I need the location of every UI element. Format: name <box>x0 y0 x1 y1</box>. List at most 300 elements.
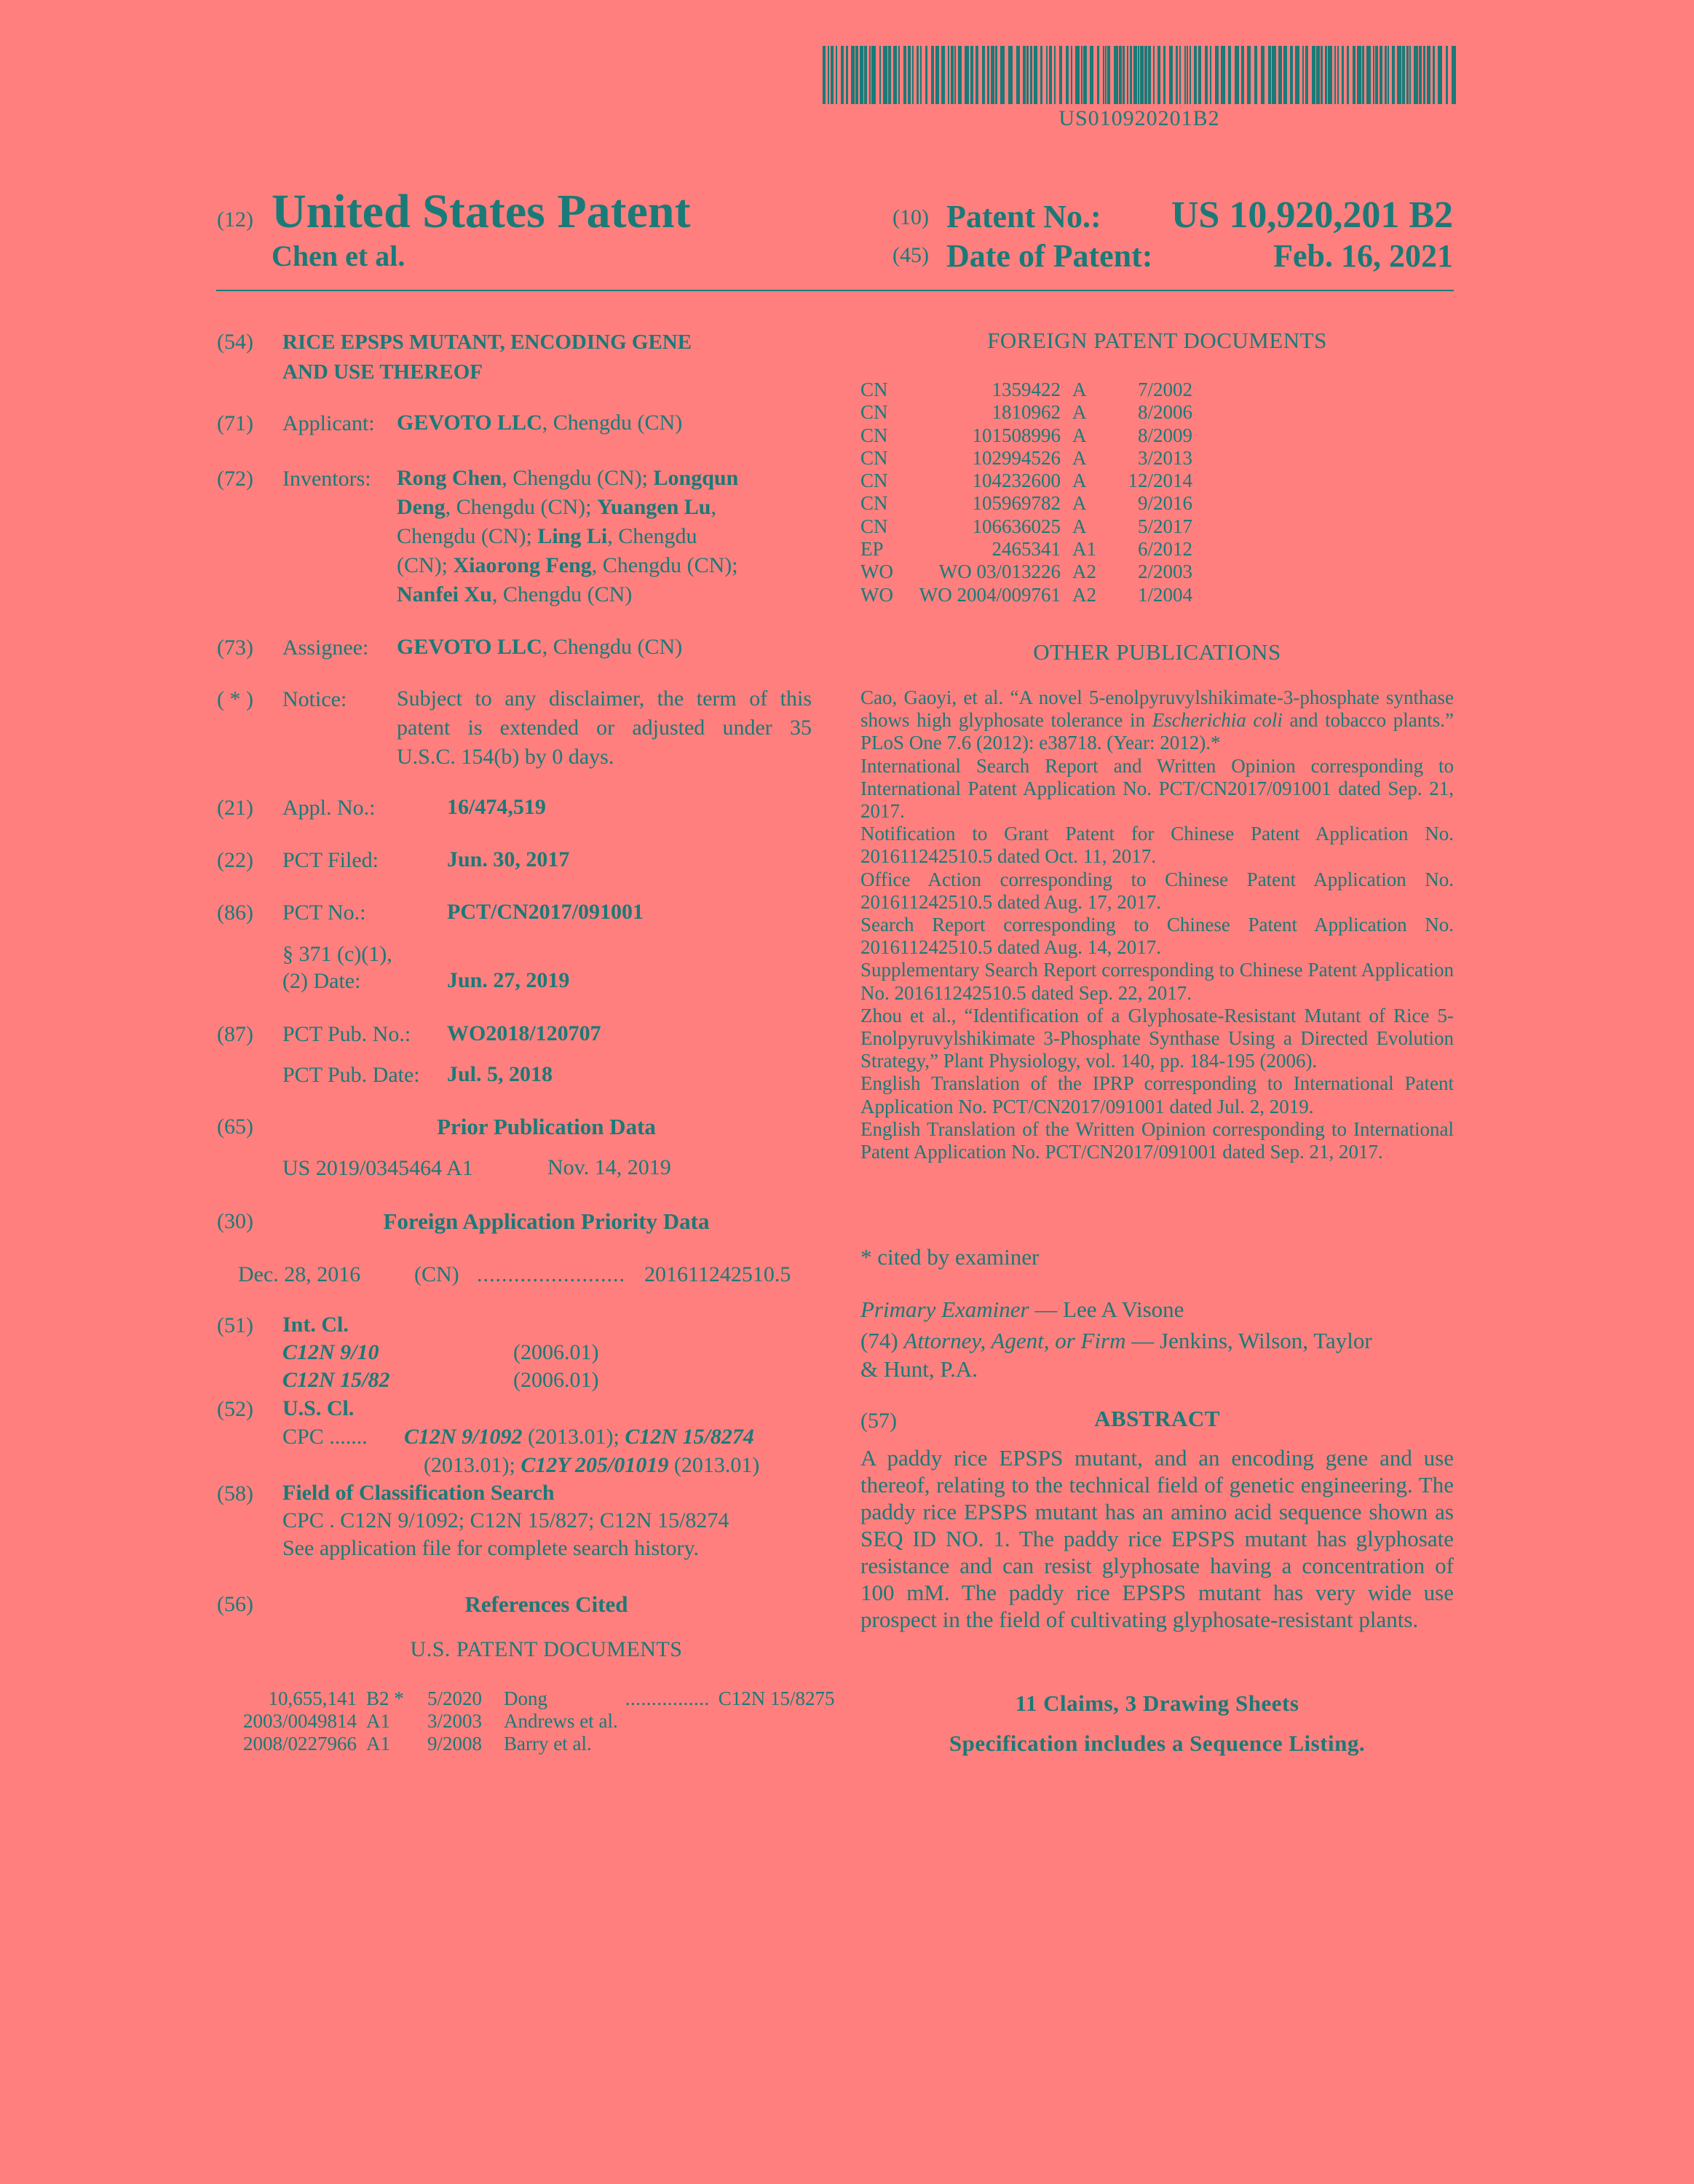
pct-no: PCT/CN2017/091001 <box>447 900 644 924</box>
publication-entry <box>860 687 1454 755</box>
barcode-bar <box>1169 46 1173 104</box>
reference-cell: EP <box>860 538 884 561</box>
barcode-bar <box>871 46 876 104</box>
barcode-bar <box>1388 46 1389 104</box>
barcode-bar <box>1066 46 1069 104</box>
barcode-bar <box>1153 46 1155 104</box>
barcode-bar <box>1083 46 1087 104</box>
barcode-bar <box>1138 46 1139 104</box>
barcode-bar <box>935 46 939 104</box>
reference-cell: A <box>1072 492 1087 515</box>
barcode-bar <box>1283 46 1287 104</box>
publication-entry: International Search Report and Written Opinion corresponding to International Patent Application No. PCT/CN2017/091001 dated Sep. 21, 2017. <box>860 754 1454 823</box>
barcode-bar <box>1144 46 1147 104</box>
date-of-patent: Feb. 16, 2021 <box>1273 238 1453 274</box>
field-search-heading: Field of Classification Search <box>282 1481 555 1505</box>
reference-cell: CN <box>860 401 888 424</box>
reference-cell: CN <box>860 492 888 515</box>
inventor-location: , <box>711 495 716 519</box>
inventor-location: (CN); <box>397 553 454 577</box>
reference-cell: B2 * <box>366 1688 404 1709</box>
field-code-87: (87) <box>217 1022 253 1046</box>
reference-cell: 9/2016 <box>1137 492 1192 515</box>
field-code-22: (22) <box>217 848 253 872</box>
barcode-bar <box>1198 46 1201 104</box>
reference-cell: 1/2004 <box>1137 583 1192 606</box>
inventors-line <box>397 493 812 522</box>
reference-cell: 3/2013 <box>1137 446 1192 469</box>
reference-cell: WO <box>860 561 893 583</box>
barcode-bar <box>1210 46 1211 104</box>
barcode-bar <box>1008 46 1013 104</box>
int-cl-version: (2006.01) <box>513 1340 599 1364</box>
barcode-bar <box>1337 46 1339 104</box>
section-371-date-label: (2) Date: <box>282 969 361 993</box>
us-cl-class: C12Y 205/01019 <box>521 1453 669 1477</box>
barcode-bar <box>991 46 994 104</box>
attorney-label: Attorney, Agent, or Firm <box>903 1328 1126 1353</box>
barcode-bar <box>841 46 844 104</box>
reference-cell: 5/2017 <box>1137 515 1192 537</box>
barcode-bar <box>1305 46 1308 104</box>
pct-no-label: PCT No.: <box>282 901 366 925</box>
barcode-bar <box>831 46 834 104</box>
field-search-cpc: CPC . C12N 9/1092; C12N 15/827; C12N 15/8274 <box>282 1508 729 1532</box>
publication-entry: Supplementary Search Report corresponding to Chinese Patent Application No. 201611242510.5 dated Sep. 22, 2017. <box>860 959 1454 1004</box>
int-cl-class: C12N 15/82 <box>282 1368 390 1392</box>
barcode-bar <box>888 46 891 104</box>
barcode-bar <box>965 46 969 104</box>
other-publications-list <box>860 687 1454 1163</box>
reference-cell: 10,655,141 <box>268 1688 357 1709</box>
barcode-bar <box>975 46 978 104</box>
barcode-bar <box>1163 46 1165 104</box>
barcode-bar <box>1375 46 1378 104</box>
barcode-bar <box>1054 46 1056 104</box>
field-code-86: (86) <box>217 901 253 925</box>
barcode-bar <box>1016 46 1020 104</box>
us-cl-line <box>424 1451 759 1480</box>
barcode-bar <box>908 46 911 104</box>
reference-cell: 9/2008 <box>427 1733 483 1754</box>
priority-number: 201611242510.5 <box>644 1262 791 1286</box>
barcode-bar <box>1446 46 1448 104</box>
us-cl-version: (2013.01); <box>424 1453 521 1477</box>
reference-cell <box>618 1710 710 1733</box>
barcode-bar <box>1268 46 1271 104</box>
barcode-bar <box>1342 46 1344 104</box>
publication-entry: Zhou et al., “Identification of a Glyphosate-Resistant Mutant of Rice 5-Enolpyruvylshikimate 3-Phosphate Synthase Using a Directed Evolution Strategy,” Plant Physiology, vol. 140, pp. 184-195 (2006). <box>860 1004 1454 1072</box>
patent-title <box>282 328 692 387</box>
attorney-name: — Jenkins, Wilson, Taylor <box>1125 1328 1372 1353</box>
barcode-bar <box>1373 46 1374 104</box>
foreign-reference-row <box>860 401 1192 424</box>
barcode-bar <box>1140 46 1144 104</box>
field-code-12: (12) <box>217 207 253 232</box>
inventor-name: Yuangen Lu <box>597 495 711 519</box>
barcode-bar <box>836 46 837 104</box>
appl-no: 16/474,519 <box>447 795 546 819</box>
barcode-bar <box>823 46 826 104</box>
barcode-bar <box>1362 46 1364 104</box>
us-reference-row <box>229 1710 834 1733</box>
barcode-number: US010920201B2 <box>1058 106 1220 130</box>
priority-date: Dec. 28, 2016 <box>238 1262 361 1286</box>
notice-line: patent is extended or adjusted under 35 <box>397 716 812 740</box>
field-code-58: (58) <box>217 1481 253 1506</box>
section-371-date: Jun. 27, 2019 <box>447 968 570 992</box>
reference-cell: 2008/0227966 <box>242 1733 357 1754</box>
reference-cell: 2003/0049814 <box>242 1710 357 1732</box>
reference-cell: C12N 15/8275 <box>718 1688 835 1709</box>
notice-code: ( * ) <box>217 687 253 711</box>
us-reference-row <box>229 1688 834 1710</box>
barcode-bar <box>1427 46 1430 104</box>
inventor-location: , Chengdu (CN); <box>591 553 738 577</box>
barcode-bar <box>1133 46 1137 104</box>
barcode-bar <box>925 46 927 104</box>
us-cl-class: C12N 9/1092 <box>404 1425 523 1449</box>
notice-text <box>397 684 812 772</box>
barcode-bar <box>1049 46 1052 104</box>
primary-examiner-name: — Lee A Visone <box>1029 1297 1184 1322</box>
prior-publication-heading: Prior Publication Data <box>437 1114 656 1139</box>
barcode-bar <box>1278 46 1282 104</box>
barcode-bar <box>1325 46 1327 104</box>
publication-entry: English Translation of the IPRP corresponding to International Patent Application No. PCT/CN2017/091001 dated Jul. 2, 2019. <box>860 1072 1454 1117</box>
pct-pub-no: WO2018/120707 <box>447 1021 601 1045</box>
us-reference-row <box>229 1733 834 1755</box>
int-cl-heading: Int. Cl. <box>282 1313 349 1337</box>
reference-cell: CN <box>860 424 888 446</box>
field-code-54: (54) <box>217 330 253 354</box>
foreign-reference-row <box>860 584 1192 606</box>
field-code-74: (74) <box>860 1328 898 1353</box>
barcode-bar <box>1215 46 1219 104</box>
barcode-bar <box>917 46 919 104</box>
reference-cell: 5/2020 <box>427 1688 483 1709</box>
reference-cell: WO <box>860 583 893 606</box>
reference-cell: A <box>1072 401 1087 424</box>
assignee <box>397 633 682 662</box>
barcode-bar <box>1357 46 1361 104</box>
barcode-bar <box>1235 46 1239 104</box>
barcode-bar <box>1247 46 1251 104</box>
applicant-label: Applicant: <box>282 411 375 435</box>
barcode-bar <box>1194 46 1197 104</box>
applicant <box>397 408 682 438</box>
barcode-bar <box>1419 46 1422 104</box>
attorney-name-cont: & Hunt, P.A. <box>860 1356 978 1382</box>
inventors-line <box>397 464 812 493</box>
barcode-bar <box>1148 46 1151 104</box>
barcode-bar <box>912 46 914 104</box>
barcode-bar <box>1228 46 1231 104</box>
barcode-bar <box>954 46 956 104</box>
inventors-label: Inventors: <box>282 467 371 491</box>
barcode-bar <box>1081 46 1083 104</box>
foreign-patent-references-table <box>860 379 1192 606</box>
barcode-bar <box>864 46 867 104</box>
foreign-reference-row <box>860 379 1192 401</box>
reference-cell: 101508996 <box>972 424 1061 446</box>
barcode-bar <box>1321 46 1323 104</box>
foreign-reference-row <box>860 470 1192 492</box>
barcode-bar <box>1114 46 1118 104</box>
barcode-bar <box>1026 46 1029 104</box>
barcode-bar <box>987 46 989 104</box>
barcode-bar <box>1392 46 1395 104</box>
inventor-name: Deng <box>397 495 446 519</box>
reference-cell: CN <box>860 446 888 469</box>
notice-line: U.S.C. 154(b) by 0 days. <box>397 745 614 769</box>
barcode-bar <box>1059 46 1062 104</box>
authors: Chen et al. <box>272 240 405 272</box>
barcode-bar <box>1205 46 1208 104</box>
barcode-bar <box>1127 46 1128 104</box>
barcode-bar <box>903 46 906 104</box>
barcode-bar <box>1241 46 1244 104</box>
reference-cell: 2/2003 <box>1137 561 1192 583</box>
barcode-image <box>823 46 1456 104</box>
barcode-bar <box>1316 46 1320 104</box>
field-code-65: (65) <box>217 1115 253 1139</box>
publication-text-italic: Escherichia coli <box>1152 709 1283 732</box>
barcode-bar <box>855 46 858 104</box>
patent-title-line: AND USE THEREOF <box>282 360 483 384</box>
barcode-bar <box>883 46 887 104</box>
barcode-bar <box>1302 46 1304 104</box>
reference-cell: A1 <box>1072 538 1096 561</box>
barcode-bar <box>1312 46 1315 104</box>
assignee-location: , Chengdu (CN) <box>542 635 683 659</box>
barcode-bar <box>1402 46 1405 104</box>
us-cl-heading: U.S. Cl. <box>282 1396 355 1420</box>
barcode-bar <box>1105 46 1107 104</box>
field-search-note: See application file for complete search history. <box>282 1536 700 1560</box>
barcode-bar <box>958 46 962 104</box>
field-code-21: (21) <box>217 796 253 820</box>
inventors-line <box>397 551 812 580</box>
inventors-line <box>397 522 812 551</box>
barcode-bar <box>970 46 973 104</box>
us-patent-references-table <box>229 1688 834 1755</box>
publication-entry: Notification to Grant Patent for Chinese Patent Application No. 201611242510.5 dated Oct. 11, 2017. <box>860 823 1454 868</box>
int-cl-class: C12N 9/10 <box>282 1340 379 1364</box>
reference-cell: 12/2014 <box>1128 470 1192 492</box>
reference-cell <box>710 1710 835 1733</box>
pct-filed-label: PCT Filed: <box>282 848 379 872</box>
inventor-name: Nanfei Xu <box>397 582 492 606</box>
foreign-reference-row <box>860 447 1192 470</box>
claims-summary: 11 Claims, 3 Drawing Sheets <box>1015 1690 1299 1716</box>
barcode-bar <box>860 46 863 104</box>
reference-cell: A <box>1072 470 1087 492</box>
inventor-name: Xiaorong Feng <box>453 553 592 577</box>
foreign-patent-documents-heading: FOREIGN PATENT DOCUMENTS <box>987 328 1327 353</box>
publication-entry: Office Action corresponding to Chinese Patent Application No. 201611242510.5 dated Aug. 17, 2017. <box>860 868 1454 913</box>
barcode-bar <box>1184 46 1186 104</box>
reference-cell: A2 <box>1072 583 1096 606</box>
foreign-reference-row <box>860 492 1192 515</box>
reference-cell: 7/2002 <box>1137 379 1192 400</box>
barcode-bar <box>941 46 945 104</box>
field-code-71: (71) <box>217 411 253 435</box>
inventor-location: , Chengdu (CN); <box>445 495 597 519</box>
reference-cell: A1 <box>366 1733 390 1754</box>
abstract-text: A paddy rice EPSPS mutant, and an encoding gene and use thereof, relating to the technical field of genetic engineering. The paddy rice EPSPS mutant has an amino acid sequence shown as SEQ ID NO. 1. The paddy rice EPSPS mutant has glyphosate resistance and can resist glyphosate having a concentration of 100 mM. The paddy rice EPSPS mutant has very wide use prospect in the field of cultivating glyphosate-resistant plants. <box>860 1445 1454 1632</box>
barcode-bar <box>1397 46 1401 104</box>
us-cl-version: (2013.01) <box>668 1453 760 1477</box>
barcode-bar <box>1290 46 1293 104</box>
us-cl-class: C12N 15/8274 <box>625 1425 754 1449</box>
barcode-bar <box>1030 46 1032 104</box>
reference-cell <box>710 1733 835 1755</box>
reference-cell: CN <box>860 470 888 492</box>
barcode-bar <box>1295 46 1299 104</box>
barcode-bar <box>1380 46 1382 104</box>
barcode-bar <box>1157 46 1160 104</box>
foreign-reference-row <box>860 561 1192 583</box>
reference-cell: A <box>1072 424 1087 446</box>
inventors-list <box>397 464 812 609</box>
pct-pub-date-label: PCT Pub. Date: <box>282 1063 420 1087</box>
applicant-location: , Chengdu (CN) <box>542 411 683 435</box>
barcode-bar <box>1221 46 1225 104</box>
barcode-bar <box>1261 46 1264 104</box>
reference-cell: 1359422 <box>992 379 1061 400</box>
us-cl-cpc-label: CPC ....... <box>282 1425 368 1449</box>
reference-cell: A2 <box>1072 561 1096 583</box>
barcode-bar <box>1334 46 1336 104</box>
barcode-bar <box>1023 46 1026 104</box>
barcode-bar <box>879 46 881 104</box>
sequence-listing-note: Specification includes a Sequence Listing. <box>949 1730 1366 1756</box>
barcode-bar <box>828 46 829 104</box>
reference-cell: 105969782 <box>972 492 1061 515</box>
inventor-location: , Chengdu <box>607 524 697 548</box>
barcode-bar <box>1190 46 1191 104</box>
barcode-bar <box>1347 46 1349 104</box>
other-publications-heading: OTHER PUBLICATIONS <box>1033 639 1281 665</box>
prior-publication-number: US 2019/0345464 A1 <box>282 1156 473 1180</box>
barcode-bar <box>1034 46 1037 104</box>
field-code-30: (30) <box>217 1209 253 1233</box>
barcode-bar <box>1438 46 1442 104</box>
document-title: United States Patent <box>272 185 691 238</box>
header-divider <box>216 290 1454 291</box>
reference-cell: A <box>1072 446 1087 469</box>
section-371-label: § 371 (c)(1), <box>282 942 392 966</box>
barcode-bar <box>1409 46 1411 104</box>
barcode-bar <box>1385 46 1387 104</box>
references-cited-heading: References Cited <box>464 1591 628 1617</box>
inventor-name: Longqun <box>653 466 739 490</box>
inventor-location: Chengdu (CN); <box>397 524 538 548</box>
us-cl-line <box>404 1423 754 1452</box>
barcode-bar <box>1071 46 1072 104</box>
field-code-57: (57) <box>860 1409 897 1433</box>
patent-number-label: Patent No.: <box>946 199 1101 234</box>
reference-cell: A <box>1072 515 1087 537</box>
primary-examiner <box>860 1295 1184 1324</box>
reference-cell: 8/2009 <box>1137 424 1192 446</box>
barcode-bar <box>1452 46 1456 104</box>
notice-label: Notice: <box>282 687 347 711</box>
barcode-bar <box>893 46 897 104</box>
field-code-52: (52) <box>217 1397 253 1421</box>
reference-cell: A <box>1072 379 1087 400</box>
barcode-bar <box>898 46 900 104</box>
barcode-bar <box>1187 46 1188 104</box>
reference-cell: 3/2003 <box>427 1710 483 1732</box>
field-code-72: (72) <box>217 467 253 491</box>
barcode-bar <box>1107 46 1110 104</box>
barcode-bar <box>1179 46 1181 104</box>
barcode-bar <box>1423 46 1425 104</box>
reference-cell: 8/2006 <box>1137 401 1192 424</box>
barcode-bar <box>1406 46 1409 104</box>
pct-filed: Jun. 30, 2017 <box>447 847 570 871</box>
priority-dots: ........................ <box>477 1262 625 1286</box>
barcode-bar <box>948 46 949 104</box>
foreign-reference-row <box>860 424 1192 447</box>
inventor-location: , Chengdu (CN) <box>491 582 633 606</box>
barcode-bar <box>1000 46 1005 104</box>
appl-no-label: Appl. No.: <box>282 796 376 820</box>
reference-cell: A1 <box>366 1710 390 1732</box>
barcode-bar <box>851 46 855 104</box>
patent-number: US 10,920,201 B2 <box>1171 194 1453 236</box>
barcode-bar <box>1366 46 1371 104</box>
inventor-name: Ling Li <box>537 524 608 548</box>
field-code-45: (45) <box>892 243 929 267</box>
barcode-bar <box>1254 46 1257 104</box>
reference-cell: WO 2004/009761 <box>919 583 1061 606</box>
barcode-bar <box>1414 46 1418 104</box>
barcode-bar <box>1433 46 1435 104</box>
int-cl-version: (2006.01) <box>513 1368 599 1392</box>
foreign-reference-row <box>860 538 1192 561</box>
assignee-name: GEVOTO LLC <box>397 635 542 659</box>
reference-cell: 1810962 <box>992 401 1061 424</box>
abstract-heading: ABSTRACT <box>1094 1406 1220 1431</box>
barcode-bar <box>846 46 848 104</box>
barcode-bar <box>931 46 934 104</box>
reference-cell: Andrews et al. <box>504 1710 618 1732</box>
barcode-bar <box>1046 46 1048 104</box>
barcode-bar <box>1176 46 1178 104</box>
foreign-priority-heading: Foreign Application Priority Data <box>383 1208 710 1234</box>
publication-entry: English Translation of the Written Opinion corresponding to International Patent Application No. PCT/CN2017/091001 dated Sep. 21, 2017. <box>860 1117 1454 1163</box>
reference-cell: 2465341 <box>992 538 1061 561</box>
publication-text: Cao, Gaoyi, et al. “A novel 5-enolpyruvylshikimate-3-phosphate synthase shows high glyphosate tolerance in <box>860 687 1454 732</box>
inventor-name: Rong Chen <box>397 466 502 490</box>
cited-by-examiner: * cited by examiner <box>860 1244 1040 1270</box>
inventor-location: , Chengdu (CN); <box>502 466 654 490</box>
reference-cell <box>618 1733 710 1755</box>
barcode-bar <box>1090 46 1093 104</box>
publication-entry: Search Report corresponding to Chinese Patent Application No. 201611242510.5 dated Aug. 14, 2017. <box>860 914 1454 959</box>
date-of-patent-label: Date of Patent: <box>946 238 1153 274</box>
reference-cell: 104232600 <box>972 470 1061 492</box>
foreign-reference-row <box>860 515 1192 538</box>
barcode-bar <box>1040 46 1042 104</box>
barcode-bar <box>1103 46 1104 104</box>
reference-cell: Dong <box>504 1688 547 1709</box>
reference-cell: 106636025 <box>972 515 1061 537</box>
barcode-bar <box>869 46 871 104</box>
